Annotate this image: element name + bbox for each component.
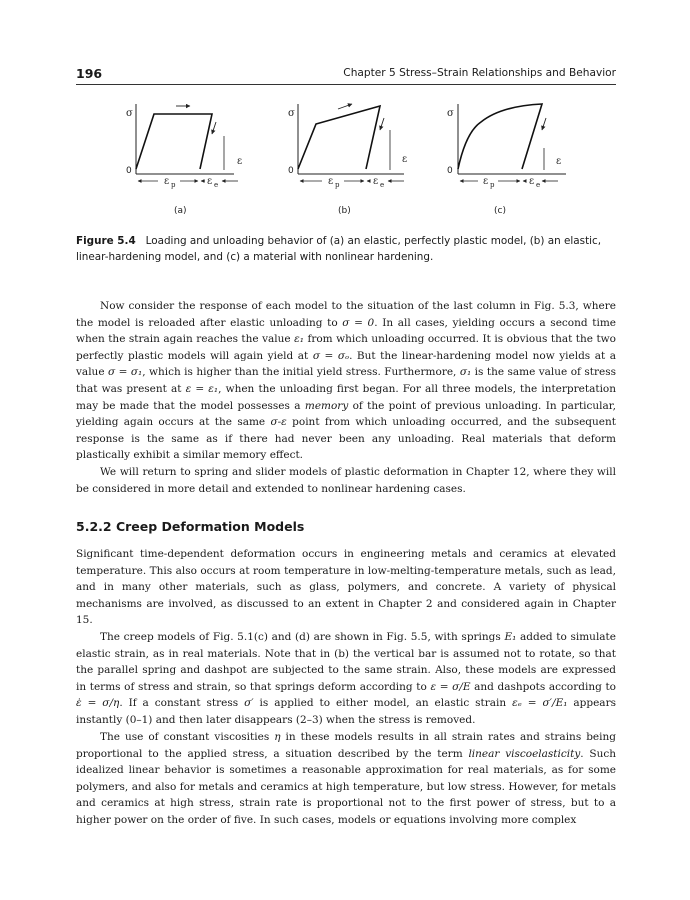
panel-b-origin-label: 0 [288, 166, 294, 176]
panel-a-origin-label: 0 [126, 166, 132, 176]
panel-a-label: (a) [174, 206, 187, 216]
math-expression: σ = σₒ [312, 349, 350, 362]
panel-a-curve [136, 114, 212, 169]
panel-a-unloading-arrow [212, 122, 216, 134]
text-run: point from which unloading occurred, and the subsequent response is the same as if there had never been any unloading. Real materials that deform plastically exhibit a similar memory effect. [76, 416, 616, 462]
panel-c-strain-label: ε [556, 156, 562, 167]
figure-5-4-diagram [76, 92, 616, 227]
text-run: is applied to either model, an elastic strain [253, 697, 513, 710]
text-run: The use of constant viscosities [100, 731, 275, 743]
panel-c-sigma-label: σ [447, 108, 454, 119]
panel-a-elastic-sub: e [214, 181, 219, 189]
paragraph-viscoelasticity [76, 729, 616, 829]
panel-a-elastic-strain: ε [207, 176, 213, 187]
paragraph-reloading [76, 298, 616, 464]
paragraph-chapter-12: We will return to spring and slider models of plastic deformation in Chapter 12, where they will be considered in more detail and extended to nonlinear hardening cases. [76, 466, 616, 495]
panel-b-elastic-sub: e [380, 181, 385, 189]
math-expression: σ₁ [459, 366, 472, 379]
math-expression: σ′ [244, 697, 254, 710]
math-expression: ε = σ/E [430, 680, 471, 693]
math-expression: ε = ε₁ [185, 382, 219, 395]
math-expression: ε̇ = σ/η [76, 697, 120, 710]
text-run: . If a constant stress [119, 697, 245, 710]
panel-b-loading-arrow [338, 104, 352, 109]
text-run: from which unloading occurred. It is obvious that the two perfectly plastic models will again yield at [76, 333, 616, 362]
panel-b-plastic-strain: ε [328, 176, 334, 187]
figure-caption-text: Loading and unloading behavior of (a) an elastic, perfectly plastic model, (b) an elastic, linear-hardening model, and (c) a material with nonlinear hardening. [76, 235, 602, 263]
panel-c-unloading-arrow [542, 118, 546, 130]
text-run: added to simulate elastic strain, as in real materials. Note that in (b) the vertical bar is assumed not to rotate, so that the parallel spring and dashpot are subjected to the same strain. Also, these models are expressed in terms of stress and strain, so that springs deform according to [76, 631, 616, 693]
text-run: . In all cases, yielding occurs a second time when the strain again reaches the value [76, 316, 616, 346]
chapter-title: Chapter 5 Stress–Strain Relationships and Behavior [343, 67, 616, 79]
panel-b-strain-label: ε [402, 154, 408, 165]
text-run: . But the linear-hardening model now yields at a value [76, 349, 617, 379]
panel-b-elastic-strain: ε [373, 176, 379, 187]
text-run: and dashpots according to [470, 680, 616, 693]
emphasis-memory: memory [304, 399, 349, 412]
panel-b-plastic-sub: p [335, 181, 340, 189]
text-run: . Such idealized linear behavior is sometimes a reasonable approximation for real materials, as for some polymers, and also for metals and ceramics at high temperature, but low stress. However, for metals and ceramics at high stress, strain rate is proportional not to the first power of stress, but to a higher power on the order of five. In such cases, models or equations involving more complex [76, 747, 616, 826]
math-expression: σ = σ₁ [107, 366, 143, 379]
panel-a-sigma-label: σ [126, 108, 133, 119]
panel-b [288, 104, 407, 216]
text-run: , when the unloading first began. For all three models, the interpretation may be made that the model possesses a [76, 382, 617, 412]
text-run: in these models results in all strain rates and strains being proportional to the applied stress, a situation described by the term [76, 731, 616, 760]
math-expression: ε₁ [294, 333, 304, 346]
figure-5-4 [76, 92, 616, 227]
panel-c-elastic-sub: e [536, 181, 541, 189]
math-expression: η [274, 731, 281, 743]
panel-b-unloading-arrow [380, 118, 384, 130]
text-run: of the point of previous unloading. In particular, yielding again occurs at the same [76, 399, 617, 429]
panel-a-plastic-strain: ε [164, 176, 170, 187]
section-heading: 5.2.2 Creep Deformation Models [76, 519, 305, 534]
paragraph-creep-intro: Significant time-dependent deformation occurs in engineering metals and ceramics at elevated temperature. This also occurs at room temperature in low-melting-temperature metals, such as lead, and in many other materials, such as glass, polymers, and concrete. A variety of physical mechanisms are involved, as discussed to an extent in Chapter 2 and considered again in Chapter 15. [76, 548, 616, 627]
panel-c-elastic-strain: ε [529, 176, 535, 187]
math-expression: σ-ε [270, 416, 287, 429]
panel-b-label: (b) [338, 206, 351, 216]
math-expression: E₁ [504, 631, 517, 643]
panel-a-strain-label: ε [237, 156, 243, 167]
page-number: 196 [76, 66, 103, 81]
text-run: is the same value of stress that was present at [76, 366, 616, 395]
paragraph-creep-models [76, 629, 616, 729]
panel-c-plastic-strain: ε [483, 176, 489, 187]
panel-c [447, 104, 566, 216]
panel-c-curve [458, 104, 542, 169]
panel-c-label: (c) [494, 206, 506, 216]
emphasis-linear-viscoelasticity: linear viscoelasticity [468, 747, 581, 760]
figure-caption [76, 233, 616, 265]
panel-c-origin-label: 0 [447, 166, 453, 176]
panel-b-sigma-label: σ [288, 108, 295, 119]
running-head [76, 66, 616, 84]
figure-caption-label: Figure 5.4 [76, 235, 136, 247]
panel-a-plastic-sub: p [171, 181, 176, 189]
text-run: The creep models of Fig. 5.1(c) and (d) are shown in Fig. 5.5, with springs [100, 631, 505, 643]
text-run: appears instantly (0–1) and then later disappears (2–3) when the stress is removed. [76, 697, 616, 726]
panel-b-curve [298, 106, 380, 169]
math-expression: εₑ = σ′/E₁ [512, 697, 568, 710]
header-rule [76, 84, 616, 85]
text-run: , which is higher than the initial yield stress. Furthermore, [142, 366, 460, 379]
text-run: Now consider the response of each model to the situation of the last column in Fig. 5.3, where the model is reloaded after elastic unloading to [76, 300, 616, 329]
panel-c-plastic-sub: p [490, 181, 495, 189]
math-expression: σ = 0 [342, 316, 375, 329]
panel-a [126, 104, 242, 216]
